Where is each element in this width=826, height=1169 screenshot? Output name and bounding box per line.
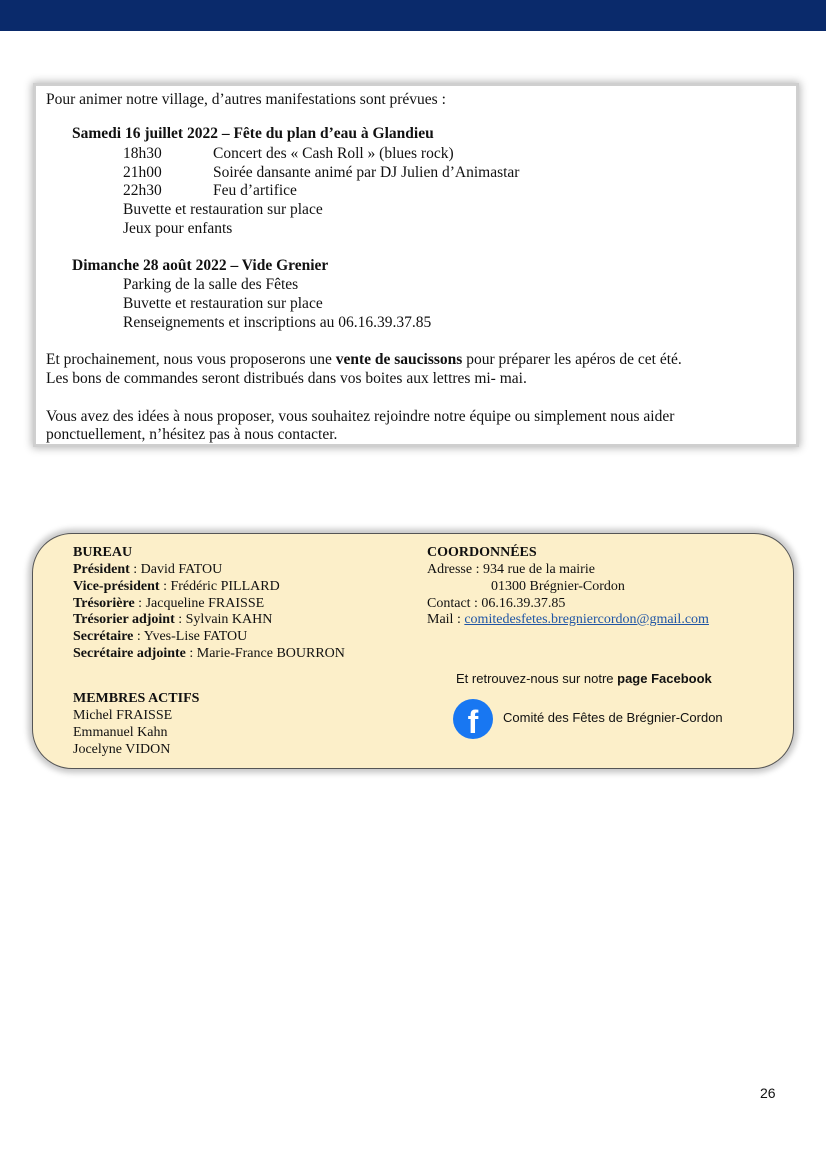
contact-line: Contact : 06.16.39.37.85 xyxy=(427,596,566,611)
bureau-member: Trésorier adjoint : Sylvain KAHN xyxy=(73,612,273,627)
bureau-heading: BUREAU xyxy=(73,545,133,560)
event2-note: Buvette et restauration sur place xyxy=(123,295,323,312)
event1-desc: Soirée dansante animé par DJ Julien d’Animastar xyxy=(213,164,520,181)
membre-name: Emmanuel Kahn xyxy=(73,725,168,740)
event1-note: Buvette et restauration sur place xyxy=(123,201,323,218)
facebook-page-link[interactable]: page Facebook xyxy=(617,671,712,686)
bureau-member: Trésorière : Jacqueline FRAISSE xyxy=(73,596,265,611)
event1-desc: Feu d’artifice xyxy=(213,182,297,199)
saucisson-line2: Les bons de commandes seront distribués dans vos boites aux lettres mi- mai. xyxy=(46,370,527,387)
adresse-line: Adresse : 934 rue de la mairie xyxy=(427,562,595,577)
bureau-member: Secrétaire : Yves-Lise FATOU xyxy=(73,629,248,644)
facebook-invite: Et retrouvez-nous sur notre page Facebook xyxy=(456,671,712,686)
event1-time: 22h30 xyxy=(123,182,162,199)
membre-name: Michel FRAISSE xyxy=(73,708,173,723)
header-bar xyxy=(0,0,826,31)
closing-line1: Vous avez des idées à nous proposer, vous souhaitez rejoindre notre équipe ou simplement nous aider xyxy=(46,408,675,425)
coordonnees-heading: COORDONNÉES xyxy=(427,545,537,560)
facebook-icon[interactable]: f xyxy=(453,699,493,739)
membres-heading: MEMBRES ACTIFS xyxy=(73,691,200,706)
event1-time: 18h30 xyxy=(123,145,162,162)
mail-link[interactable]: comitedesfetes.bregniercordon@gmail.com xyxy=(464,612,709,627)
bureau-member: Secrétaire adjointe : Marie-France BOURRON xyxy=(73,646,345,661)
event2-note: Renseignements et inscriptions au 06.16.39.37.85 xyxy=(123,314,432,331)
event1-title: Samedi 16 juillet 2022 – Fête du plan d’eau à Glandieu xyxy=(72,125,434,142)
saucisson-bold: vente de saucissons xyxy=(335,351,463,368)
bureau-member: Président : David FATOU xyxy=(73,562,223,577)
event2-title: Dimanche 28 août 2022 – Vide Grenier xyxy=(72,257,329,274)
page-number: 26 xyxy=(760,1085,776,1101)
event1-note: Jeux pour enfants xyxy=(123,220,233,237)
bureau-member: Vice-président : Frédéric PILLARD xyxy=(73,579,280,594)
ville-line: 01300 Brégnier-Cordon xyxy=(491,579,625,594)
mail-line: Mail : comitedesfetes.bregniercordon@gmail.com xyxy=(427,612,709,627)
event1-desc: Concert des « Cash Roll » (blues rock) xyxy=(213,145,454,162)
membre-name: Jocelyne VIDON xyxy=(73,742,171,757)
facebook-name[interactable]: Comité des Fêtes de Brégnier-Cordon xyxy=(503,710,723,725)
event1-time: 21h00 xyxy=(123,164,162,181)
intro-text: Pour animer notre village, d’autres manifestations sont prévues : xyxy=(46,91,446,108)
event2-note: Parking de la salle des Fêtes xyxy=(123,276,299,293)
closing-line2: ponctuellement, n’hésitez pas à nous contacter. xyxy=(46,426,338,443)
saucisson-line: Et prochainement, nous vous proposerons une vente de saucissons pour préparer les apéros de cet été. xyxy=(46,351,682,368)
